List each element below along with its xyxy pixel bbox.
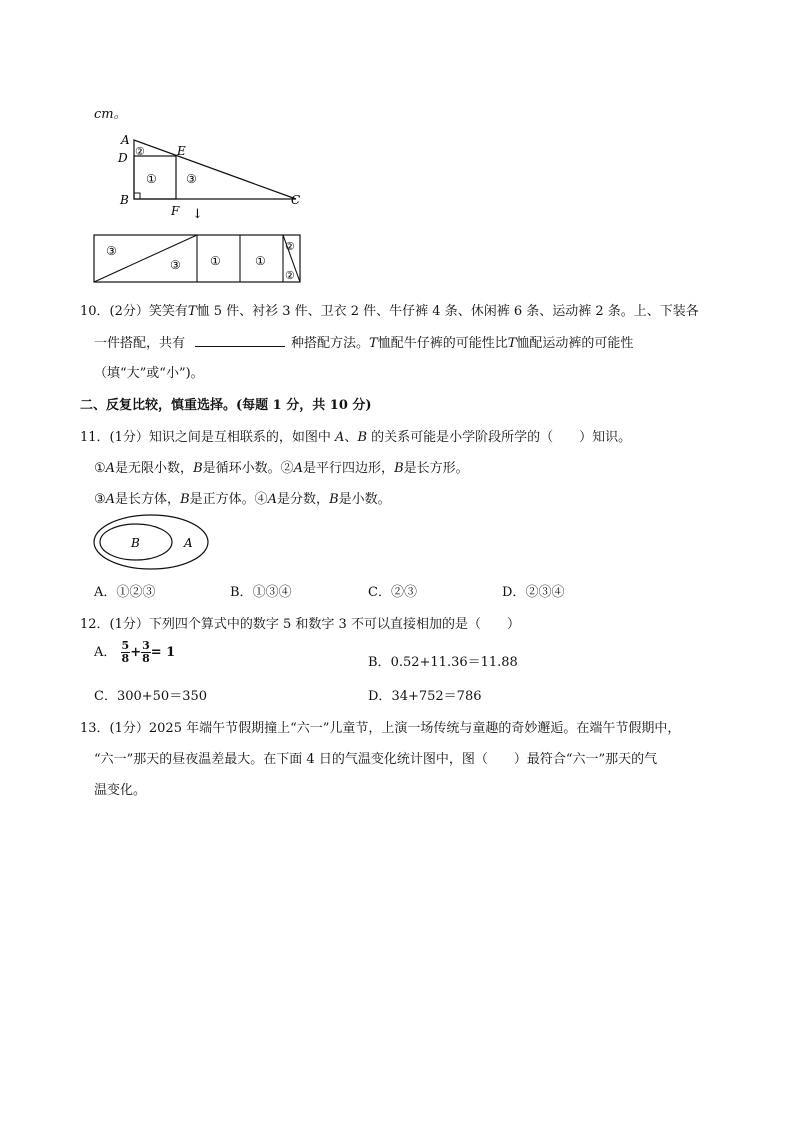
- q10-line3: （填“大”或“小”)。: [94, 366, 204, 381]
- mark-1-square: ①: [146, 172, 157, 186]
- label-d: D: [118, 151, 128, 165]
- q12-stem: 12．(1分）下列四个算式中的数字 5 和数字 3 不可以直接相加的是（ ）: [80, 617, 520, 632]
- mark-2-b: ②: [285, 269, 295, 282]
- q10-line2: 一件搭配，共有 种搭配方法。T恤配牛仔裤的可能性比T恤配运动裤的可能性: [94, 336, 634, 351]
- label-f: F: [171, 204, 180, 218]
- venn-label-b: B: [131, 536, 140, 550]
- mark-3-left: ③: [106, 244, 117, 258]
- q11-statements-1: ①A是无限小数，B是循环小数。②A是平行四边形，B是长方形。: [94, 461, 469, 476]
- q11-option-d[interactable]: D．②③④: [502, 585, 565, 600]
- q10-line1: 10．(2分）笑笑有T恤 5 件、衬衫 3 件、卫衣 2 件、牛仔裤 4 条、休闲裤 6 条、运动裤 2 条。上、下装各: [80, 304, 699, 319]
- q13-line2: “六一”那天的昼夜温差最大。在下面 4 日的气温变化统计图中，图（ ）最符合“六一”那天的气: [94, 752, 658, 767]
- q11-option-c[interactable]: C．②③: [368, 585, 417, 600]
- mark-3-triangle: ③: [186, 172, 197, 186]
- triangle-abc: [134, 140, 296, 199]
- mark-2-top: ②: [135, 145, 145, 158]
- mark-3-right: ③: [170, 258, 181, 272]
- triangle-figure: [80, 128, 320, 288]
- q11-option-b[interactable]: B．①③④: [230, 585, 292, 600]
- q11-statements-2: ③A是长方体，B是正方体。④A是分数，B是小数。: [94, 492, 391, 507]
- down-arrow-icon: ↓: [192, 207, 203, 222]
- mark-2-a: ②: [285, 240, 295, 253]
- mark-1-b: ①: [255, 254, 266, 268]
- q12-option-c[interactable]: C．300+50＝350: [94, 689, 208, 704]
- q11-stem: 11．(1分）知识之间是互相联系的，如图中 A、B 的关系可能是小学阶段所学的（ ）知识。: [80, 430, 632, 445]
- answer-blank[interactable]: [195, 334, 285, 347]
- right-angle-mark: [134, 193, 140, 199]
- label-a: A: [121, 133, 130, 147]
- mark-1-a: ①: [210, 254, 221, 268]
- venn-diagram: [90, 512, 214, 572]
- fraction-5-8: $\frac{5}{8}$: [121, 639, 130, 665]
- venn-label-a: A: [184, 536, 193, 550]
- unit-text: cm。: [94, 107, 127, 122]
- q12-option-a[interactable]: A． $\frac{5}{8}$ + $\frac{3}{8}$ = 1: [94, 639, 176, 665]
- q11-option-a[interactable]: A．①②③: [94, 585, 156, 600]
- q13-line1: 13．(1分）2025 年端午节假期撞上“六一”儿童节，上演一场传统与童趣的奇妙邂逅。在端午节假期中，: [80, 721, 681, 736]
- label-c: C: [291, 193, 301, 207]
- label-e: E: [177, 144, 186, 158]
- fraction-3-8: $\frac{3}{8}$: [142, 639, 150, 665]
- section-2-title: 二、反复比较，慎重选择。(每题 1 分，共 10 分): [80, 398, 372, 413]
- q12-option-d[interactable]: D．34+752＝786: [368, 689, 482, 704]
- q12-option-b[interactable]: B．0.52+11.36＝11.88: [368, 655, 518, 670]
- q13-line3: 温变化。: [94, 783, 147, 798]
- label-b: B: [120, 193, 129, 207]
